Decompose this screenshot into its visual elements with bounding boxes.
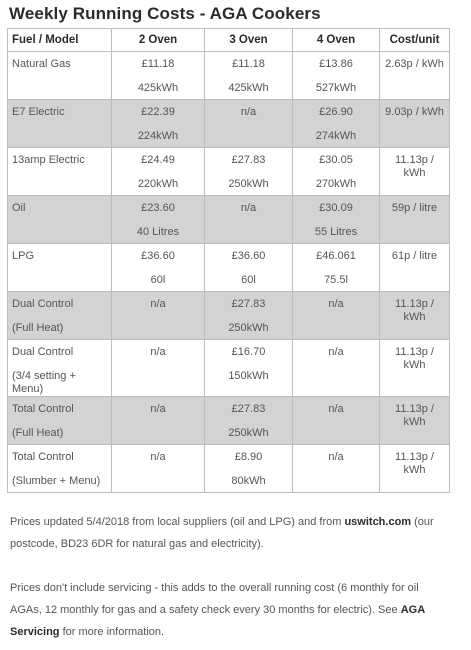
cost-per-unit: 61p / litre: [391, 250, 438, 262]
weekly-cost: £16.70: [231, 346, 266, 358]
weekly-usage: 425kWh: [137, 82, 179, 94]
weekly-usage: 274kWh: [315, 130, 357, 142]
cell-3-oven: [205, 340, 293, 397]
cell-fuel-model: [8, 52, 112, 100]
table-row: [8, 340, 450, 397]
cost-per-unit: 11.13p / kWh: [395, 346, 434, 371]
cell-4-oven: [293, 397, 380, 445]
note-text: (our postcode, BD23 6DR for natural gas and electricity).: [10, 516, 434, 550]
weekly-cost: £11.18: [232, 58, 265, 70]
cell-cost-unit: [380, 292, 450, 340]
fuel-name: 13amp Electric: [12, 154, 85, 166]
cell-3-oven: [205, 100, 293, 148]
cell-2-oven: [112, 196, 205, 244]
weekly-usage: 55 Litres: [314, 226, 358, 238]
page-title: Weekly Running Costs - AGA Cookers: [9, 4, 321, 23]
fuel-setting: (Full Heat): [12, 427, 64, 439]
fuel-name: Total Control: [12, 403, 74, 415]
table-row: [8, 52, 450, 100]
cell-cost-unit: [380, 244, 450, 292]
weekly-cost: £36.60: [231, 250, 266, 262]
cell-3-oven: [205, 445, 293, 493]
cell-3-oven: [205, 397, 293, 445]
fuel-name: Oil: [12, 202, 26, 214]
cell-3-oven: [205, 196, 293, 244]
cost-per-unit: 11.13p / kWh: [395, 298, 434, 323]
weekly-usage: 250kWh: [228, 322, 269, 334]
weekly-usage: 527kWh: [315, 82, 357, 94]
header-4-oven: 4 Oven: [293, 29, 380, 52]
weekly-cost: £23.60: [141, 202, 175, 214]
fuel-name: Total Control: [12, 451, 74, 463]
cell-fuel-model: [8, 340, 112, 397]
table-header-row: [8, 29, 450, 52]
header-3-oven: 3 Oven: [205, 29, 293, 52]
cell-4-oven: [293, 244, 380, 292]
weekly-usage: 60l: [241, 274, 256, 286]
cell-fuel-model: [8, 397, 112, 445]
note-text: Prices don't include servicing - this adds to the overall running cost (6 monthly for oil AGAs, 12 monthly for gas and a safety check every 30 months for electric). See: [10, 582, 419, 616]
fuel-name: Dual Control: [12, 346, 74, 358]
cell-3-oven: [205, 148, 293, 196]
weekly-cost: n/a: [150, 298, 166, 310]
cost-per-unit: 11.13p / kWh: [395, 451, 434, 476]
cell-2-oven: [112, 292, 205, 340]
weekly-cost: £8.90: [234, 451, 263, 463]
table-row: [8, 100, 450, 148]
fuel-setting: (Slumber + Menu): [12, 475, 101, 487]
weekly-cost: n/a: [328, 346, 344, 358]
weekly-cost: £13.86: [319, 58, 353, 70]
note-text: Prices updated 5/4/2018 from local suppliers (oil and LPG) and from: [10, 516, 345, 528]
cell-2-oven: [112, 397, 205, 445]
cell-2-oven: [112, 445, 205, 493]
aga-servicing-link[interactable]: AGA Servicing: [10, 604, 425, 638]
fuel-setting: (Full Heat): [12, 322, 64, 334]
cell-cost-unit: [380, 340, 450, 397]
weekly-cost: n/a: [328, 403, 344, 415]
cell-3-oven: [205, 244, 293, 292]
cell-4-oven: [293, 196, 380, 244]
cell-fuel-model: [8, 445, 112, 493]
running-costs-table: [7, 28, 450, 493]
cell-fuel-model: [8, 292, 112, 340]
weekly-cost: £30.09: [319, 202, 353, 214]
cell-4-oven: [293, 52, 380, 100]
weekly-cost: £27.83: [231, 403, 266, 415]
weekly-cost: £26.90: [319, 106, 353, 118]
table-row: [8, 292, 450, 340]
cost-per-unit: 11.13p / kWh: [395, 403, 434, 428]
weekly-cost: n/a: [240, 106, 257, 118]
weekly-usage: 250kWh: [228, 178, 269, 190]
cell-3-oven: [205, 292, 293, 340]
header-cost-unit: Cost/unit: [380, 29, 450, 52]
cell-4-oven: [293, 445, 380, 493]
cost-per-unit: 2.63p / kWh: [385, 58, 444, 70]
cell-3-oven: [205, 52, 293, 100]
weekly-usage: 75.5l: [324, 274, 348, 286]
weekly-usage: 425kWh: [228, 82, 269, 94]
weekly-usage: 220kWh: [137, 178, 179, 190]
cost-per-unit: 59p / litre: [391, 202, 438, 214]
cell-cost-unit: [380, 196, 450, 244]
weekly-cost: n/a: [150, 403, 166, 415]
cell-fuel-model: [8, 244, 112, 292]
fuel-name: E7 Electric: [12, 106, 65, 118]
fuel-name: Natural Gas: [12, 58, 71, 70]
cell-fuel-model: [8, 196, 112, 244]
weekly-cost: £27.83: [231, 154, 266, 166]
cell-fuel-model: [8, 148, 112, 196]
cell-2-oven: [112, 100, 205, 148]
cell-fuel-model: [8, 100, 112, 148]
prices-updated-note: [10, 511, 450, 555]
table-row: [8, 397, 450, 445]
weekly-cost: £27.83: [231, 298, 266, 310]
weekly-cost: n/a: [328, 451, 344, 463]
cell-cost-unit: [380, 148, 450, 196]
weekly-cost: £24.49: [141, 154, 175, 166]
cell-cost-unit: [380, 52, 450, 100]
weekly-usage: 150kWh: [228, 370, 269, 382]
fuel-name: LPG: [12, 250, 35, 262]
weekly-usage: 60l: [150, 274, 166, 286]
table-row: [8, 148, 450, 196]
weekly-cost: £36.60: [141, 250, 175, 262]
weekly-cost: £11.18: [141, 58, 175, 70]
header-2-oven: 2 Oven: [112, 29, 205, 52]
cell-2-oven: [112, 52, 205, 100]
weekly-cost: £30.05: [319, 154, 353, 166]
cost-per-unit: 11.13p / kWh: [395, 154, 434, 179]
cell-cost-unit: [380, 100, 450, 148]
weekly-usage: 270kWh: [315, 178, 357, 190]
fuel-setting: (3/4 setting + Menu): [12, 370, 76, 395]
cell-4-oven: [293, 100, 380, 148]
cell-2-oven: [112, 148, 205, 196]
table-row: [8, 445, 450, 493]
weekly-usage: 250kWh: [228, 427, 269, 439]
table-row: [8, 196, 450, 244]
cell-cost-unit: [380, 397, 450, 445]
cell-4-oven: [293, 340, 380, 397]
cell-4-oven: [293, 292, 380, 340]
weekly-cost: n/a: [328, 298, 344, 310]
weekly-cost: n/a: [240, 202, 257, 214]
weekly-usage: 40 Litres: [136, 226, 180, 238]
weekly-cost: n/a: [150, 346, 166, 358]
fuel-name: Dual Control: [12, 298, 74, 310]
weekly-cost: £22.39: [141, 106, 175, 118]
weekly-cost: £46.061: [316, 250, 356, 262]
cell-cost-unit: [380, 445, 450, 493]
table-row: [8, 244, 450, 292]
cell-2-oven: [112, 340, 205, 397]
header-fuel-model: Fuel / Model: [8, 29, 112, 52]
weekly-usage: 224kWh: [137, 130, 179, 142]
cell-4-oven: [293, 148, 380, 196]
cell-2-oven: [112, 244, 205, 292]
weekly-cost: n/a: [150, 451, 166, 463]
note-text: for more information.: [59, 626, 165, 638]
servicing-note: [10, 577, 450, 643]
cost-per-unit: 9.03p / kWh: [385, 106, 444, 118]
uswitch-link[interactable]: uswitch.com: [344, 516, 412, 528]
weekly-usage: 80kWh: [231, 475, 266, 487]
notes: [10, 511, 450, 643]
